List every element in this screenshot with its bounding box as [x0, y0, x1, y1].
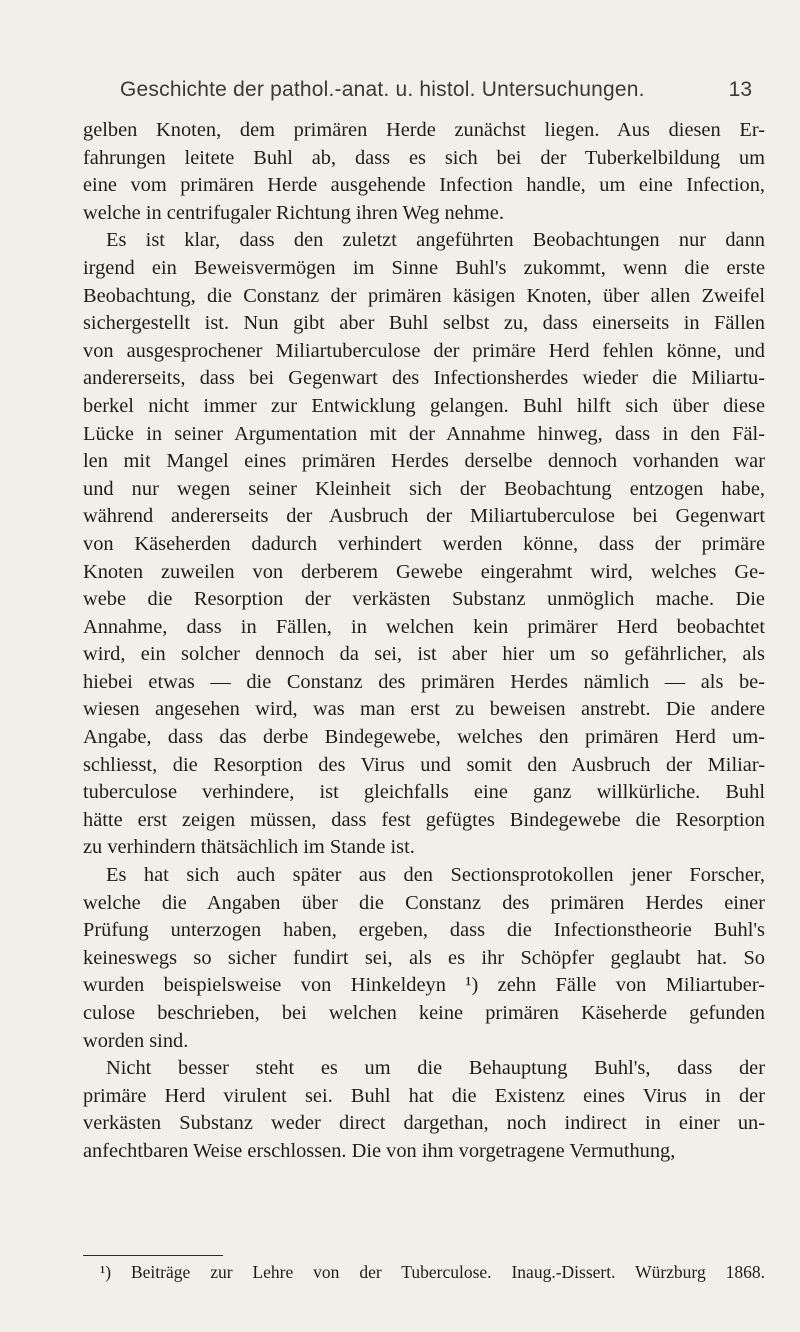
- text-line: hiebei etwas — die Constanz des primären Herdes nämlich — als be-: [83, 670, 765, 693]
- text-line: tuberculose verhindere, ist gleichfalls eine ganz willkürliche. Buhl: [83, 781, 765, 804]
- text-line: eine vom primären Herde ausgehende Infection handle, um eine Infection,: [83, 174, 765, 197]
- text-line: Knoten zuweilen von derberem Gewebe eingerahmt wird, welches Ge-: [83, 560, 765, 583]
- text-line: Beobachtung, die Constanz der primären käsigen Knoten, über allen Zweifel: [83, 284, 765, 307]
- text-line: andererseits, dass bei Gegenwart des Infectionsherdes wieder die Miliartu-: [83, 367, 765, 390]
- footnote-rule: [83, 1255, 223, 1256]
- text-line: gelben Knoten, dem primären Herde zunächst liegen. Aus diesen Er-: [83, 119, 765, 141]
- text-line: und nur wegen seiner Kleinheit sich der Beobachtung entzogen habe,: [83, 477, 765, 500]
- text-line: Prüfung unterzogen haben, ergeben, dass die Infectionstheorie Buhl's: [83, 919, 765, 942]
- running-title: Geschichte der pathol.-anat. u. histol. Untersuchungen.: [120, 78, 645, 101]
- text-line: wird, ein solcher dennoch da sei, ist aber hier um so gefährlicher, als: [83, 643, 765, 666]
- text-line: webe die Resorption der verkästen Substanz unmöglich mache. Die: [83, 588, 765, 611]
- footnote: ¹) Beiträge zur Lehre von der Tuberculose. Inaug.-Dissert. Würzburg 1868.: [100, 1262, 765, 1282]
- text-line: anfechtbaren Weise erschlossen. Die von ihm vorgetragene Vermuthung,: [83, 1139, 676, 1162]
- text-line: Annahme, dass in Fällen, in welchen kein primärer Herd beobachtet: [83, 615, 765, 638]
- text-line: welche die Angaben über die Constanz des primären Herdes einer: [83, 891, 765, 914]
- text-line: len mit Mangel eines primären Herdes derselbe dennoch vorhanden war: [83, 450, 765, 473]
- text-line: zu verhindern thätsächlich im Stande ist.: [83, 836, 415, 859]
- text-line: welche in centrifugaler Richtung ihren Weg nehme.: [83, 201, 504, 224]
- text-line: Es ist klar, dass den zuletzt angeführten Beobachtungen nur dann: [106, 229, 765, 252]
- text-line: verkästen Substanz weder direct dargethan, noch indirect in einer un-: [83, 1112, 765, 1135]
- text-line: Angabe, dass das derbe Bindegewebe, welches den primären Herd um-: [83, 726, 765, 749]
- text-line: Lücke in seiner Argumentation mit der Annahme hinweg, dass in den Fäl-: [83, 422, 765, 445]
- text-line: Es hat sich auch später aus den Sectionsprotokollen jener Forscher,: [106, 864, 765, 887]
- text-line: keineswegs so sicher fundirt sei, als es ihr Schöpfer geglaubt hat. So: [83, 946, 765, 969]
- text-line: sichergestellt ist. Nun gibt aber Buhl selbst zu, dass einerseits in Fällen: [83, 312, 765, 335]
- text-line: primäre Herd virulent sei. Buhl hat die Existenz eines Virus in der: [83, 1084, 765, 1107]
- text-line: irgend ein Beweisvermögen im Sinne Buhl's zukommt, wenn die erste: [83, 256, 765, 279]
- text-line: worden sind.: [83, 1029, 189, 1052]
- text-line: berkel nicht immer zur Entwicklung gelangen. Buhl hilft sich über diese: [83, 394, 765, 417]
- text-line: hätte erst zeigen müssen, dass fest gefügtes Bindegewebe die Resorption: [83, 808, 765, 831]
- text-line: wiesen angesehen wird, was man erst zu beweisen anstrebt. Die andere: [83, 698, 765, 721]
- text-line: von ausgesprochener Miliartuberculose der primäre Herd fehlen könne, und: [83, 339, 765, 362]
- text-line: von Käseherden dadurch verhindert werden könne, dass der primäre: [83, 532, 765, 555]
- paragraph: [83, 227, 765, 862]
- text-line: culose beschrieben, bei welchen keine primären Käseherde gefunden: [83, 1002, 765, 1024]
- page-number: 13: [728, 78, 752, 101]
- running-head: [120, 78, 752, 108]
- paragraph: [83, 1055, 765, 1165]
- paragraph: [83, 862, 765, 1055]
- text-line: schliesst, die Resorption des Virus und somit den Ausbruch der Miliar-: [83, 753, 765, 776]
- body-text: [83, 117, 765, 1166]
- text-line: wurden beispielsweise von Hinkeldeyn ¹) zehn Fälle von Miliartuber-: [83, 974, 765, 997]
- text-line: fahrungen leitete Buhl ab, dass es sich bei der Tuberkelbildung um: [83, 146, 765, 169]
- paragraph: [83, 117, 765, 227]
- text-line: Nicht besser steht es um die Behauptung Buhl's, dass der: [106, 1057, 765, 1080]
- text-line: während andererseits der Ausbruch der Miliartuberculose bei Gegenwart: [83, 505, 765, 528]
